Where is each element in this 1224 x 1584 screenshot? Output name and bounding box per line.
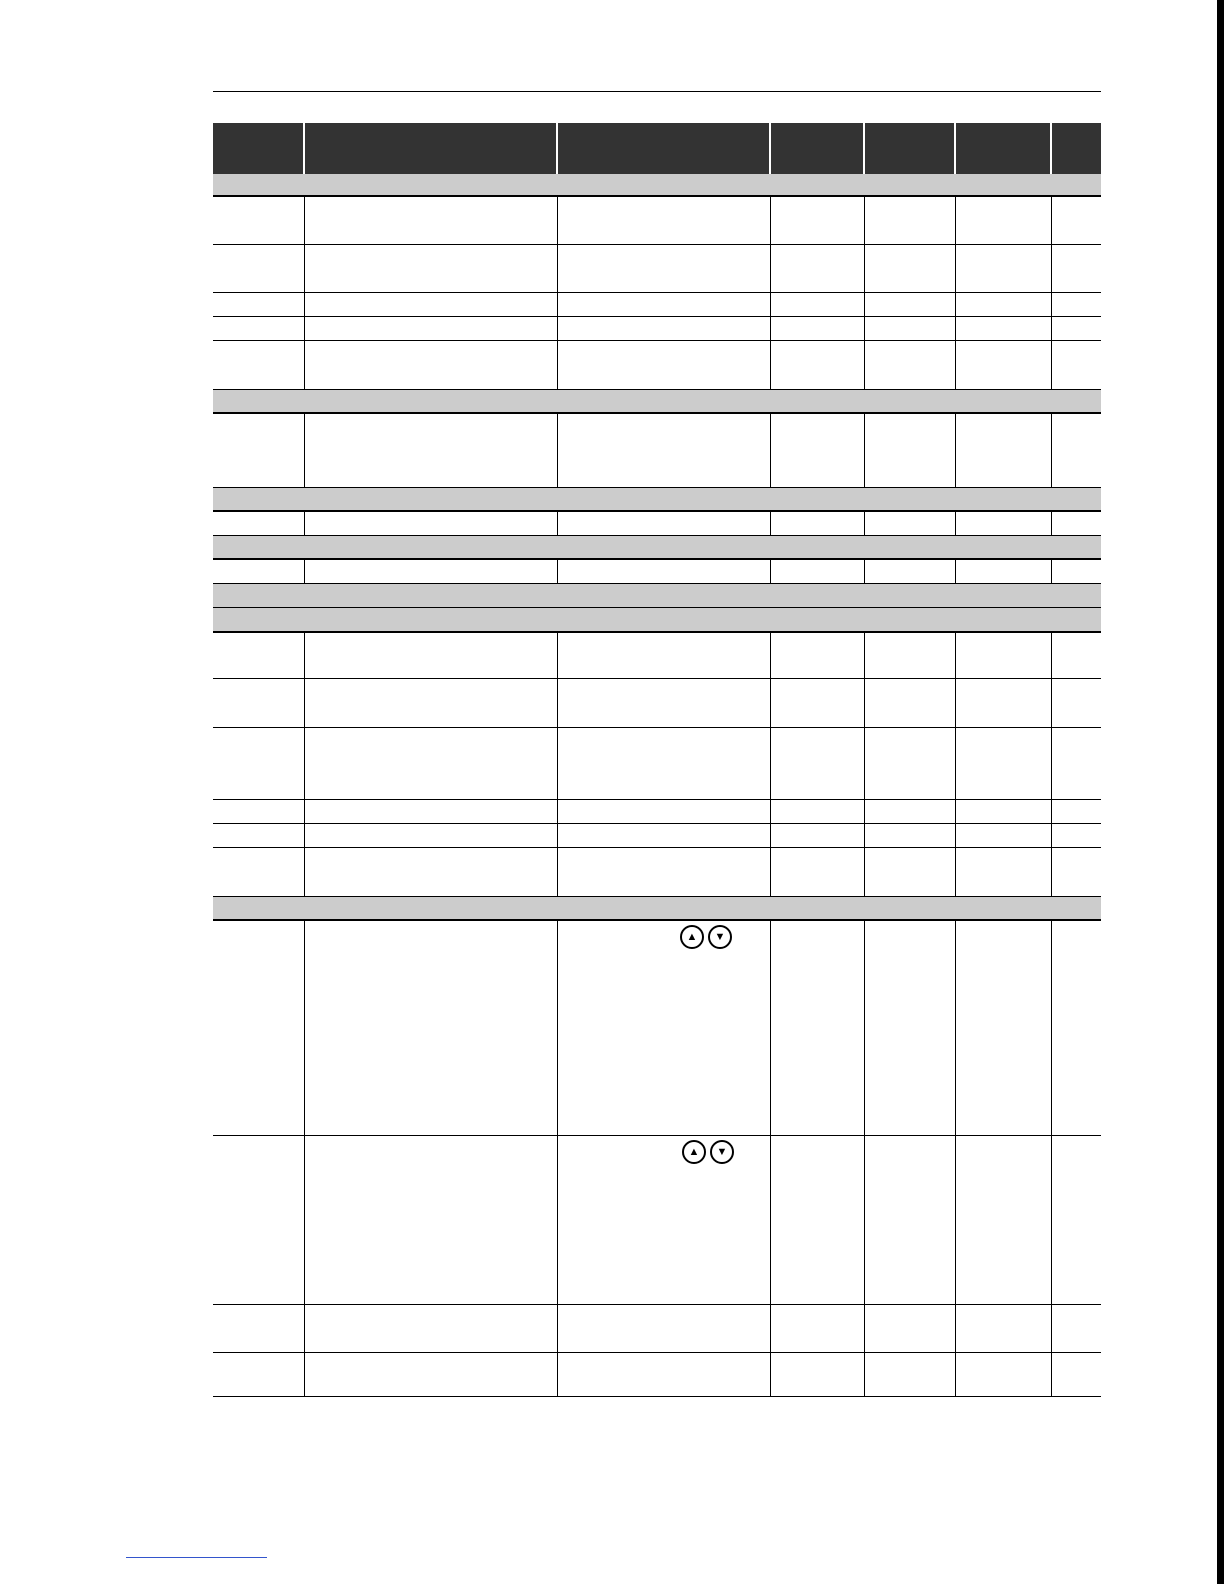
table-cell bbox=[771, 341, 865, 389]
table-cell bbox=[956, 1353, 1052, 1396]
table-cell bbox=[213, 1353, 305, 1396]
table-cell bbox=[865, 245, 956, 292]
up-arrow-key-icon: ▲ bbox=[680, 925, 704, 949]
table-cell bbox=[213, 293, 305, 316]
table-row bbox=[213, 1305, 1101, 1353]
table-cell bbox=[558, 512, 771, 535]
table-cell bbox=[956, 1305, 1052, 1352]
table-row bbox=[213, 1136, 1101, 1305]
table-cell bbox=[305, 414, 558, 487]
table-cell bbox=[305, 1305, 558, 1352]
table-cell bbox=[865, 848, 956, 896]
table-cell bbox=[305, 560, 558, 583]
parameter-table bbox=[213, 123, 1101, 1397]
group-header-row bbox=[213, 897, 1101, 921]
down-arrow-key-icon: ▼ bbox=[710, 1140, 734, 1164]
table-cell bbox=[956, 512, 1052, 535]
table-cell bbox=[305, 921, 558, 1135]
table-cell bbox=[213, 1136, 305, 1304]
table-cell bbox=[865, 197, 956, 244]
table-cell bbox=[865, 921, 956, 1135]
table-cell bbox=[771, 679, 865, 727]
table-cell bbox=[771, 1136, 865, 1304]
table-header bbox=[213, 123, 1101, 174]
table-row bbox=[213, 921, 1101, 1136]
table-cell bbox=[213, 679, 305, 727]
group-header-row bbox=[213, 584, 1101, 608]
group-header-row bbox=[213, 488, 1101, 512]
header-cell bbox=[558, 123, 771, 174]
table-cell bbox=[956, 317, 1052, 340]
table-cell bbox=[865, 1353, 956, 1396]
table-row bbox=[213, 197, 1101, 245]
table-cell bbox=[865, 512, 956, 535]
table-cell bbox=[865, 560, 956, 583]
table-cell bbox=[305, 1136, 558, 1304]
table-cell bbox=[1052, 921, 1101, 1135]
up-arrow-key-icon: ▲ bbox=[682, 1140, 706, 1164]
table-cell bbox=[558, 1305, 771, 1352]
table-cell bbox=[771, 317, 865, 340]
table-cell bbox=[1052, 1136, 1101, 1304]
table-row bbox=[213, 560, 1101, 584]
table-cell bbox=[305, 633, 558, 678]
table-cell bbox=[956, 633, 1052, 678]
table-cell bbox=[558, 679, 771, 727]
table-cell bbox=[771, 633, 865, 678]
table-cell bbox=[771, 1353, 865, 1396]
header-cell bbox=[1052, 123, 1101, 174]
table-cell bbox=[771, 414, 865, 487]
table-cell bbox=[1052, 1305, 1101, 1352]
table-cell bbox=[956, 1136, 1052, 1304]
table-cell bbox=[1052, 1353, 1101, 1396]
table-cell bbox=[305, 728, 558, 799]
table-cell bbox=[1052, 679, 1101, 727]
table-cell bbox=[865, 633, 956, 678]
table-cell bbox=[213, 560, 305, 583]
table-row bbox=[213, 414, 1101, 488]
table-cell bbox=[956, 414, 1052, 487]
table-cell bbox=[558, 1353, 771, 1396]
table-cell bbox=[305, 824, 558, 847]
table-cell bbox=[558, 800, 771, 823]
table-cell bbox=[771, 1305, 865, 1352]
table-cell bbox=[213, 848, 305, 896]
table-cell bbox=[213, 921, 305, 1135]
table-cell bbox=[1052, 800, 1101, 823]
table-cell bbox=[865, 1305, 956, 1352]
table-cell bbox=[213, 317, 305, 340]
table-cell bbox=[305, 317, 558, 340]
table-cell bbox=[771, 560, 865, 583]
table-cell bbox=[305, 245, 558, 292]
table-cell bbox=[1052, 197, 1101, 244]
table-cell bbox=[771, 921, 865, 1135]
table-cell bbox=[1052, 512, 1101, 535]
table-cell bbox=[558, 921, 771, 1135]
table-cell bbox=[213, 800, 305, 823]
table-cell bbox=[213, 245, 305, 292]
table-row bbox=[213, 728, 1101, 800]
table-cell bbox=[956, 293, 1052, 316]
table-cell bbox=[865, 800, 956, 823]
table-row bbox=[213, 633, 1101, 679]
table-row bbox=[213, 848, 1101, 897]
table-cell bbox=[771, 293, 865, 316]
table-cell bbox=[865, 824, 956, 847]
table-cell bbox=[558, 560, 771, 583]
header-cell bbox=[865, 123, 956, 174]
table-cell bbox=[956, 341, 1052, 389]
footer-link-underline[interactable] bbox=[126, 1557, 267, 1558]
table-cell bbox=[558, 824, 771, 847]
table-cell bbox=[865, 317, 956, 340]
group-header-row bbox=[213, 174, 1101, 197]
table-cell bbox=[956, 197, 1052, 244]
table-cell bbox=[213, 824, 305, 847]
table-cell bbox=[305, 679, 558, 727]
table-cell bbox=[558, 414, 771, 487]
table-cell bbox=[1052, 728, 1101, 799]
table-row bbox=[213, 341, 1101, 390]
table-cell bbox=[213, 414, 305, 487]
table-cell bbox=[558, 848, 771, 896]
table-cell bbox=[771, 800, 865, 823]
header-cell bbox=[956, 123, 1052, 174]
table-row bbox=[213, 317, 1101, 341]
table-cell bbox=[213, 728, 305, 799]
group-header-row bbox=[213, 536, 1101, 560]
header-cell bbox=[213, 123, 305, 174]
table-cell bbox=[213, 1305, 305, 1352]
table-cell bbox=[558, 317, 771, 340]
table-cell bbox=[1052, 245, 1101, 292]
table-cell bbox=[305, 848, 558, 896]
table-cell bbox=[558, 728, 771, 799]
header-cell bbox=[305, 123, 558, 174]
table-cell bbox=[865, 414, 956, 487]
table-row bbox=[213, 679, 1101, 728]
table-cell bbox=[956, 245, 1052, 292]
table-row bbox=[213, 800, 1101, 824]
header-cell bbox=[771, 123, 865, 174]
table-cell bbox=[1052, 848, 1101, 896]
table-cell bbox=[1052, 560, 1101, 583]
page-edge-bar bbox=[1217, 0, 1224, 1584]
table-cell bbox=[956, 560, 1052, 583]
table-row bbox=[213, 245, 1101, 293]
table-cell bbox=[865, 293, 956, 316]
table-row bbox=[213, 293, 1101, 317]
table-cell bbox=[956, 800, 1052, 823]
table-cell bbox=[956, 824, 1052, 847]
table-cell bbox=[213, 197, 305, 244]
table-cell bbox=[305, 512, 558, 535]
table-cell bbox=[558, 633, 771, 678]
table-row bbox=[213, 824, 1101, 848]
table-cell bbox=[771, 512, 865, 535]
table-cell bbox=[865, 679, 956, 727]
group-header-row bbox=[213, 608, 1101, 633]
table-cell bbox=[558, 293, 771, 316]
table-cell bbox=[1052, 293, 1101, 316]
table-cell bbox=[865, 341, 956, 389]
table-cell bbox=[956, 921, 1052, 1135]
table-cell bbox=[771, 197, 865, 244]
table-cell bbox=[305, 197, 558, 244]
table-cell bbox=[771, 848, 865, 896]
table-cell bbox=[956, 728, 1052, 799]
table-cell bbox=[865, 728, 956, 799]
table-cell bbox=[213, 633, 305, 678]
table-cell bbox=[1052, 824, 1101, 847]
table-cell bbox=[558, 197, 771, 244]
table-cell bbox=[305, 293, 558, 316]
table-cell bbox=[771, 245, 865, 292]
table-cell bbox=[865, 1136, 956, 1304]
down-arrow-key-icon: ▼ bbox=[708, 925, 732, 949]
table-cell bbox=[771, 728, 865, 799]
table-cell bbox=[558, 1136, 771, 1304]
table-cell bbox=[305, 341, 558, 389]
table-row bbox=[213, 512, 1101, 536]
table-cell bbox=[1052, 633, 1101, 678]
group-header-row bbox=[213, 390, 1101, 414]
table-cell bbox=[558, 245, 771, 292]
table-cell bbox=[956, 848, 1052, 896]
table-cell bbox=[305, 1353, 558, 1396]
table-cell bbox=[558, 341, 771, 389]
table-cell bbox=[956, 679, 1052, 727]
table-cell bbox=[305, 800, 558, 823]
header-rule bbox=[213, 91, 1101, 92]
table-cell bbox=[1052, 414, 1101, 487]
table-cell bbox=[213, 341, 305, 389]
table-cell bbox=[1052, 341, 1101, 389]
table-row bbox=[213, 1353, 1101, 1397]
table-cell bbox=[213, 512, 305, 535]
table-cell bbox=[1052, 317, 1101, 340]
table-cell bbox=[771, 824, 865, 847]
